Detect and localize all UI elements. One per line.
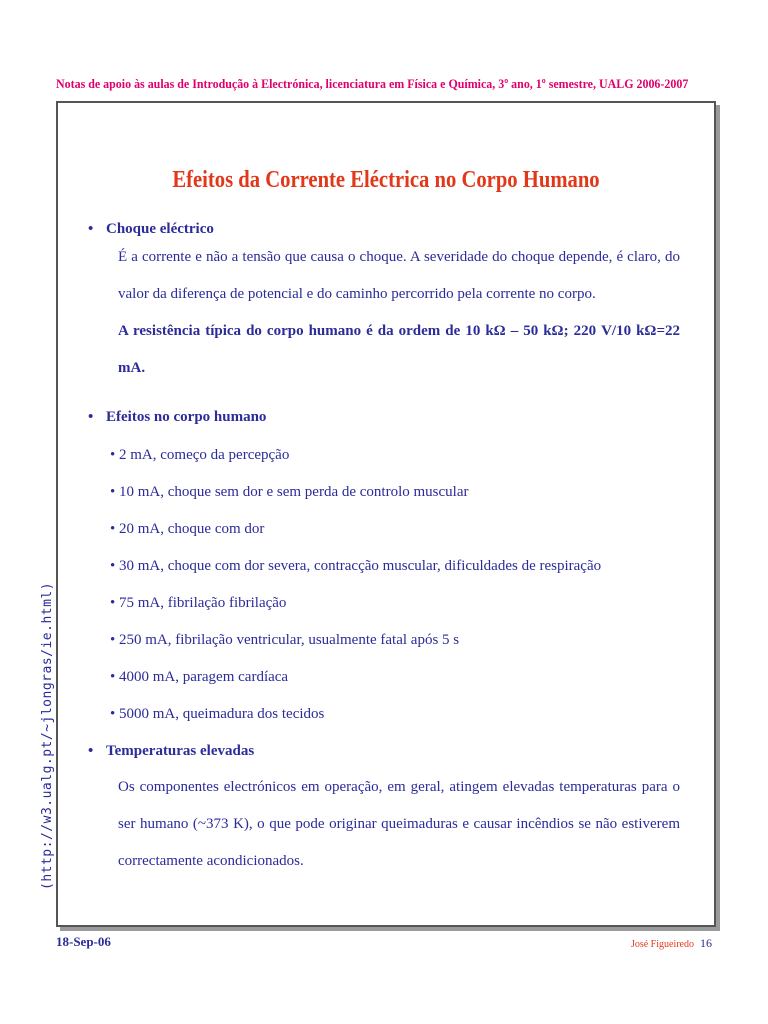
section-heading-temperaturas	[88, 743, 254, 760]
list-item: • 4000 mA, paragem cardíaca	[110, 669, 289, 685]
document-header: Notas de apoio às aulas de Introdução à Electrónica, licenciatura em Física e Química, 3º ano, 1º semestre, UALG 2006-2007	[56, 76, 689, 91]
footer-author: José Figueiredo	[630, 939, 694, 950]
section-heading-label: Efeitos no corpo humano	[106, 409, 267, 425]
section-heading-choque	[88, 221, 214, 238]
section-heading-label: Temperaturas elevadas	[106, 743, 255, 759]
side-url: (http://w3.ualg.pt/~jlongras/ie.html)	[40, 581, 55, 890]
section-heading-label: Choque eléctrico	[106, 221, 214, 237]
list-item: • 10 mA, choque sem dor e sem perda de controlo muscular	[110, 484, 469, 500]
list-item: • 75 mA, fibrilação fibrilação	[110, 595, 287, 611]
list-item: • 250 mA, fibrilação ventricular, usualmente fatal após 5 s	[110, 632, 460, 648]
footer-date: 18-Sep-06	[56, 934, 111, 949]
bullet-marker: •	[88, 409, 94, 425]
list-item: • 20 mA, choque com dor	[110, 521, 265, 537]
section-paragraph-choque: É a corrente e não a tensão que causa o choque. A severidade do choque depende, é claro, do valor da diferença de potencial e do caminho percorrido pela corrente no corpo.	[118, 249, 680, 302]
section-paragraph-temperaturas: Os componentes electrónicos em operação, em geral, atingem elevadas temperaturas para o ser humano (~373 K), o que pode originar queimaduras e causar incêndios se não estiverem correctamente acondicionados.	[118, 779, 680, 869]
bullet-marker: •	[88, 743, 94, 759]
list-item: • 30 mA, choque com dor severa, contracção muscular, dificuldades de respiração	[110, 558, 602, 574]
bullet-marker: •	[88, 221, 94, 237]
footer-credit	[631, 936, 712, 951]
list-item: • 2 mA, começo da percepção	[110, 447, 290, 463]
list-item: • 5000 mA, queimadura dos tecidos	[110, 706, 325, 722]
section-heading-efeitos	[88, 409, 266, 426]
section-bold-line-resistencia: A resistência típica do corpo humano é da ordem de 10 kΩ – 50 kΩ; 220 V/10 kΩ=22 mA.	[118, 323, 680, 376]
page-number: 16	[700, 936, 712, 950]
slide-title: Efeitos da Corrente Eléctrica no Corpo Humano	[172, 167, 600, 193]
slide-frame	[56, 101, 716, 927]
